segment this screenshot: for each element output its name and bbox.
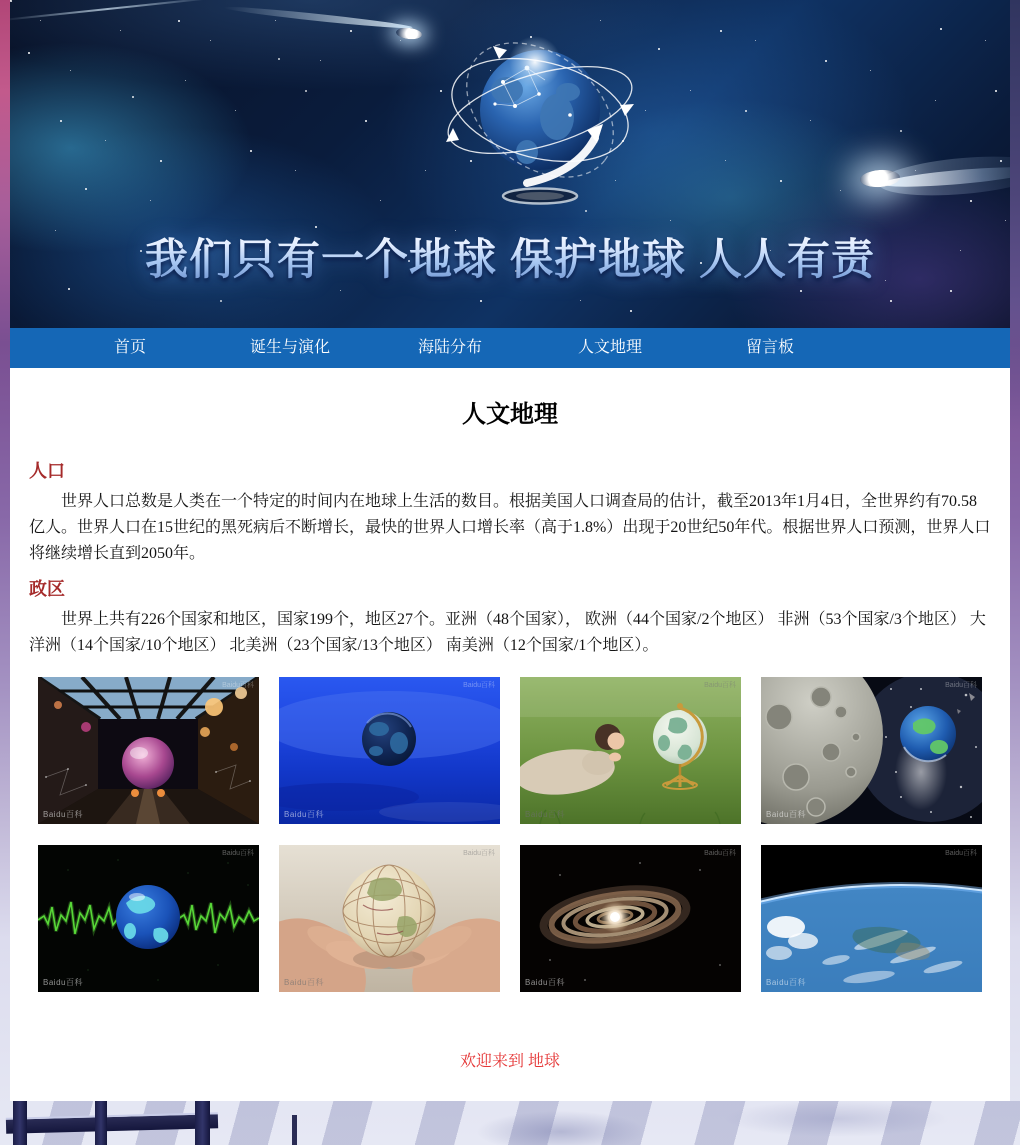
- nav-link-origin[interactable]: 诞生与演化: [249, 339, 330, 356]
- image-gallery: [10, 677, 1010, 992]
- nav-link-sea-land[interactable]: 海陆分布: [417, 339, 482, 356]
- image-watermark: Baidu百科: [704, 850, 736, 857]
- image-watermark: Baidu百科: [463, 682, 495, 689]
- image-watermark: Baidu百科: [525, 810, 565, 819]
- image-hands-holding-antique-globe: [279, 845, 500, 992]
- section-paragraph-population: 世界人口总数是人类在一个特定的时间内在地球上生活的数目。根据美国人口调查局的估计，截至2013年1月4日，全世界约有70.58亿人。世界人口在15世纪的黑死病后不断增长，最快的世界人口增长率（高于1.8%）出现于20世纪50年代。根据世界人口预测，世界人口将继续增长直到2050年。: [29, 493, 991, 562]
- nav-list: [10, 328, 1010, 368]
- image-watermark: Baidu百科: [463, 850, 495, 857]
- fence-post: [195, 1101, 210, 1145]
- image-watermark: Baidu百科: [222, 682, 254, 689]
- main-nav: [10, 328, 1010, 368]
- comet-icon: [223, 4, 413, 31]
- image-watermark: Baidu百科: [766, 810, 806, 819]
- page-title: 人文地理: [462, 401, 558, 428]
- section-regions: [10, 575, 1010, 659]
- earth-globe-icon: [435, 20, 645, 215]
- nav-item-sea-land: [370, 328, 530, 368]
- image-protoplanetary-disk: [520, 845, 741, 992]
- nav-link-home[interactable]: 首页: [113, 339, 146, 356]
- image-watermark: Baidu百科: [704, 682, 736, 689]
- nav-item-origin: [210, 328, 370, 368]
- image-moon-and-earth-in-space: [761, 677, 982, 824]
- image-watermark: Baidu百科: [945, 682, 977, 689]
- image-watermark: Baidu百科: [43, 978, 83, 987]
- site-container: [10, 0, 1010, 1101]
- image-watermark: Baidu百科: [766, 978, 806, 987]
- image-girl-on-grass-with-globe: [520, 677, 741, 824]
- banner: [10, 0, 1010, 328]
- light-streak: [10, 0, 215, 21]
- stars-layer: [10, 0, 11, 1]
- image-earth-from-orbit: [761, 845, 982, 992]
- image-watermark: Baidu百科: [945, 850, 977, 857]
- fence-post: [95, 1101, 107, 1145]
- welcome-text: 欢迎来到 地球: [459, 1053, 560, 1070]
- section-heading-population: 人口: [29, 461, 65, 481]
- section-paragraph-regions: 世界上共有226个国家和地区，国家199个，地区27个。亚洲（48个国家）， 欧洲（44个国家/2个地区） 非洲（53个国家/3个地区） 大洋洲（14个国家/10个地区） 北美洲（23个国家/13个地区） 南美洲（12个国家/1个地区）。: [29, 611, 986, 654]
- nav-link-human-geography[interactable]: 人文地理: [577, 339, 642, 356]
- banner-slogan: 我们只有一个地球 保护地球 人人有责: [10, 226, 1010, 287]
- nav-item-home: [50, 328, 210, 368]
- image-watermark: Baidu百科: [525, 978, 565, 987]
- background-right-edge: [1010, 0, 1020, 430]
- main-content: [10, 368, 1010, 1071]
- image-watermark: Baidu百科: [43, 810, 83, 819]
- image-earth-on-blue-background: [279, 677, 500, 824]
- nav-link-message-board[interactable]: 留言板: [745, 339, 794, 356]
- nav-item-human-geography: [530, 328, 690, 368]
- image-globe-in-museum-corridor: [38, 677, 259, 824]
- fence-post: [13, 1101, 27, 1145]
- image-watermark: Baidu百科: [284, 978, 324, 987]
- image-earth-with-heartbeat-line: [38, 845, 259, 992]
- comet-icon: [395, 27, 422, 41]
- section-heading-regions: 政区: [29, 579, 65, 599]
- fence-post: [292, 1115, 297, 1145]
- image-watermark: Baidu百科: [284, 810, 324, 819]
- section-population: [10, 457, 1010, 567]
- image-watermark: Baidu百科: [222, 850, 254, 857]
- nav-item-message-board: [690, 328, 850, 368]
